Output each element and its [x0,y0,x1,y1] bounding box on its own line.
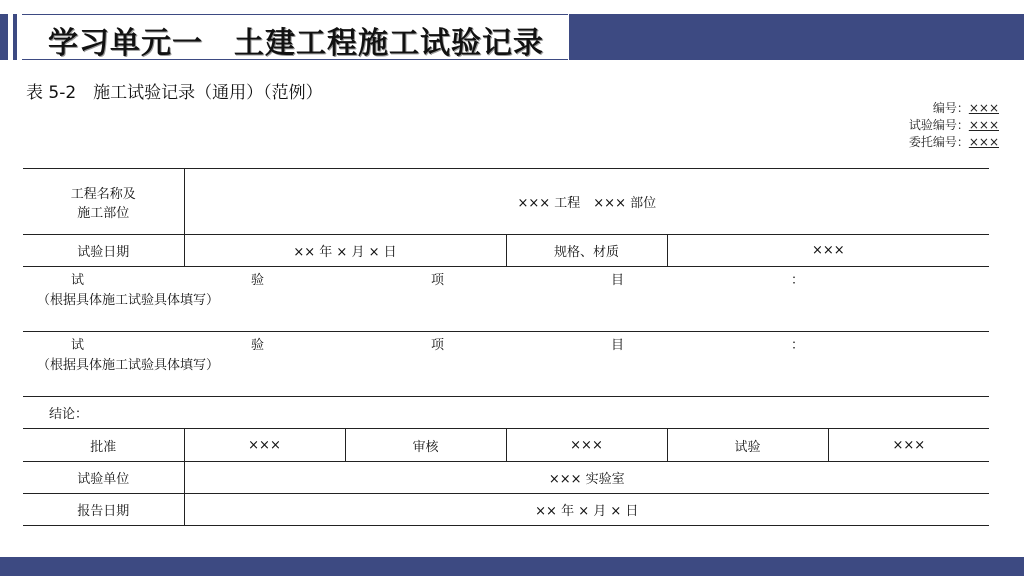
heading-char: ： [791,273,805,288]
record-number-line [909,100,999,117]
heading-char: 试 [71,273,85,288]
header-accent-bar-thin [13,14,17,60]
test-date-row [23,235,989,267]
heading-char: 试 [71,338,85,353]
heading-char: 目 [611,273,625,288]
conclusion-label: 结论： [49,407,89,422]
commission-number-value: ××× [968,135,999,149]
test-items-row [23,332,989,397]
conclusion-cell [23,397,989,429]
header-accent-bar [0,14,8,60]
test-items-heading [23,332,989,353]
record-number-label: 编号： [932,101,969,115]
test-items-heading [23,267,989,288]
test-unit-label: 试验单位 [23,462,184,494]
test-items-cell [23,267,989,332]
review-label: 审核 [345,429,506,462]
report-date-value: ×× 年 × 月 × 日 [184,494,989,526]
signature-row [23,429,989,462]
heading-char: 验 [251,273,265,288]
project-value: ××× 工程 ××× 部位 [184,169,989,235]
table-caption: 表 5-2 施工试验记录（通用）（范例） [26,83,323,103]
test-unit-value: ××× 实验室 [184,462,989,494]
test-items-hint: （根据具体施工试验具体填写） [37,358,220,373]
heading-char: 目 [611,338,625,353]
review-value: ××× [506,429,667,462]
conclusion-row [23,397,989,429]
project-label [23,169,184,235]
approve-label: 批准 [23,429,184,462]
test-number-label: 试验编号： [908,118,969,132]
commission-number-line [909,134,999,151]
report-date-label: 报告日期 [23,494,184,526]
test-date-value: ×× 年 × 月 × 日 [184,235,506,267]
project-row [23,169,989,235]
heading-char: 项 [431,338,445,353]
heading-char: 验 [251,338,265,353]
record-number-value: ××× [968,101,999,115]
test-items-cell [23,332,989,397]
test-record-form [23,168,989,526]
report-date-row [23,494,989,526]
commission-number-label: 委托编号： [908,135,969,149]
heading-char: 项 [431,273,445,288]
project-label-line-1: 工程名称及 [70,186,136,202]
approve-value: ××× [184,429,345,462]
footer-bar [0,557,1024,576]
project-label-line-2: 施工部位 [77,205,130,221]
page-title: 学习单元一 土建工程施工试验记录 [48,26,544,61]
test-unit-row [23,462,989,494]
header-band [569,14,1024,60]
test-date-label: 试验日期 [23,235,184,267]
heading-char: ： [791,338,805,353]
test-items-row [23,267,989,332]
spec-label: 规格、材质 [506,235,667,267]
spec-value: ××× [667,235,989,267]
tester-value: ××× [828,429,989,462]
test-items-hint: （根据具体施工试验具体填写） [37,293,220,308]
tester-label: 试验 [667,429,828,462]
test-number-line [909,117,999,134]
record-numbers [909,100,999,151]
test-number-value: ××× [968,118,999,132]
